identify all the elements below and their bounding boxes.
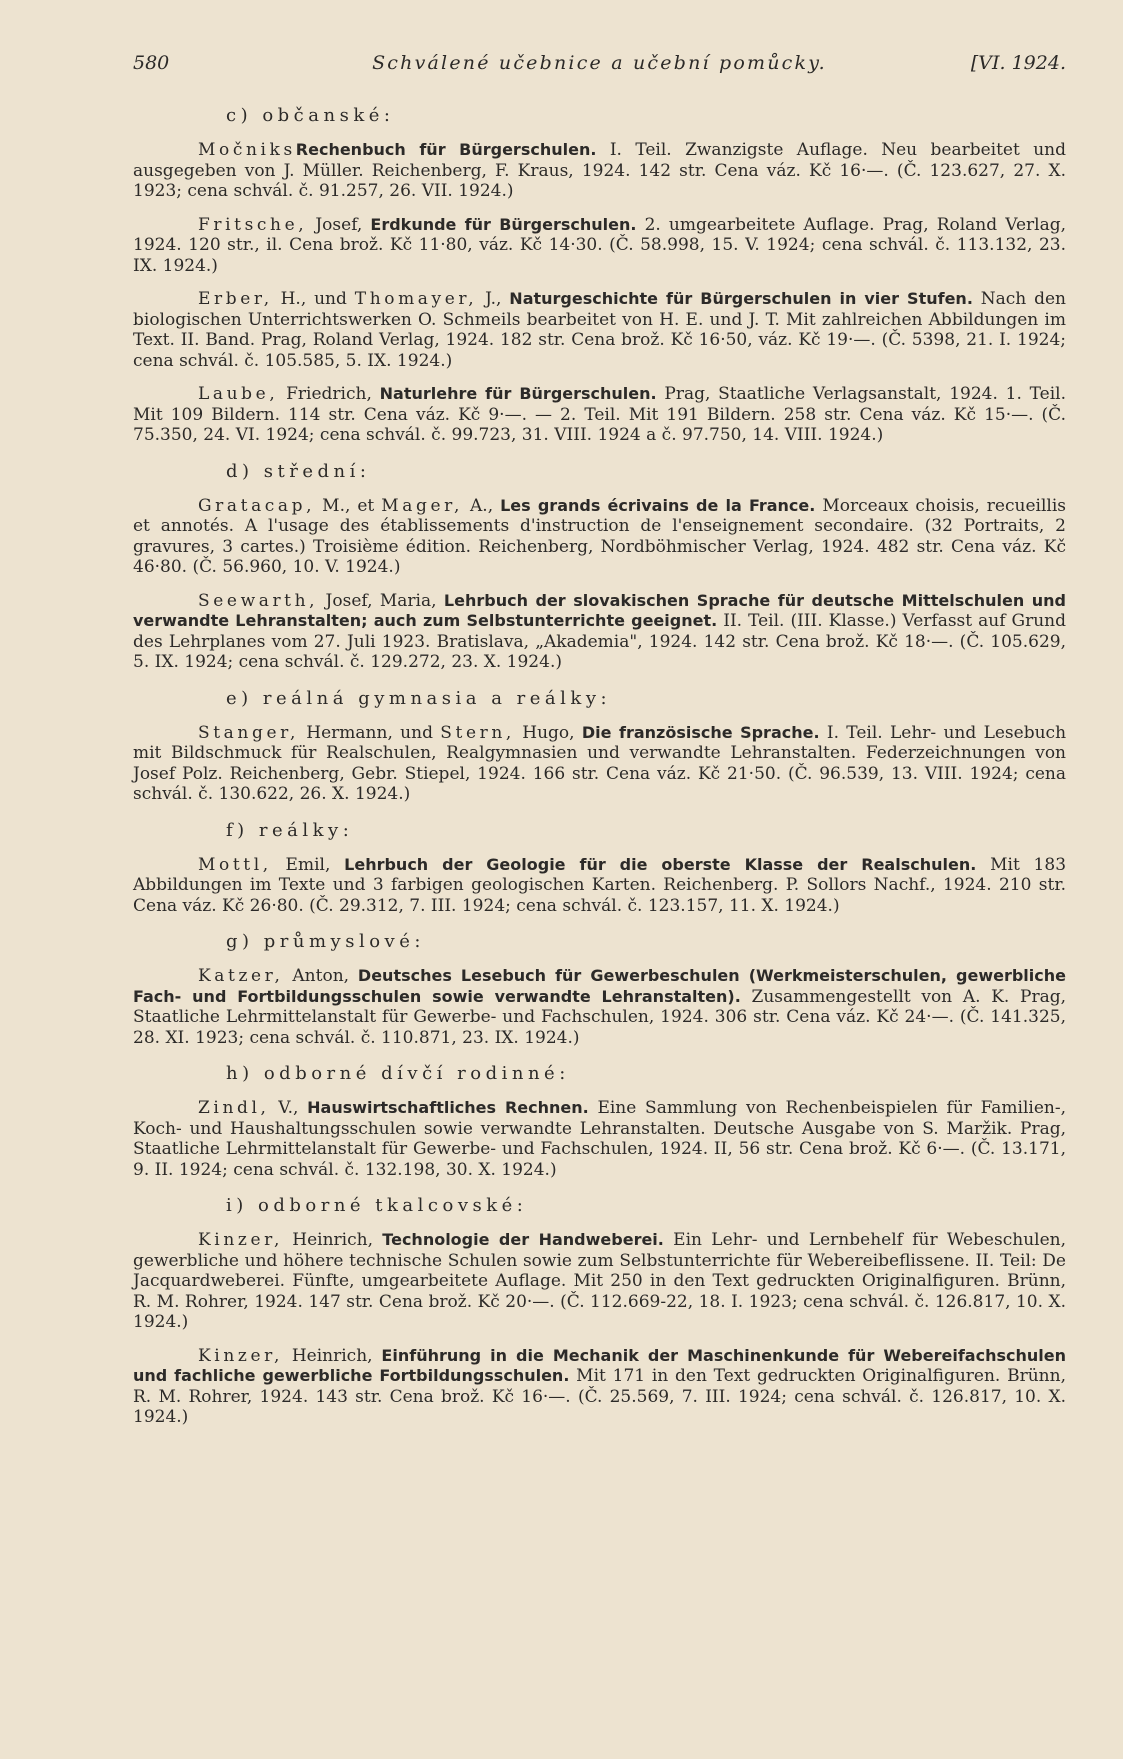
running-title: Schválené učebnice a učební pomůcky. [372, 52, 827, 74]
section [133, 1194, 1066, 1428]
entry-coauthor-detail: J., [477, 289, 510, 309]
document-body [133, 104, 1066, 1441]
section-heading: i) odborné tkalcovské: [226, 1195, 528, 1216]
book-entry [133, 384, 1066, 446]
section-heading: g) průmyslové: [226, 931, 425, 952]
section-heading: c) občanské: [226, 105, 395, 126]
entry-coauthor-detail: Hugo, [514, 722, 582, 743]
entry-author-detail: Heinrich, [282, 1345, 382, 1366]
section [133, 104, 1066, 446]
entry-details: I. Teil. Lehr- und Lesebuch mit Bildschmuck für Realschulen, Realgymnasien und verwandte Lehranstalten. Federzeichnungen von Josef Polz. Reichenberg, Gebr. Stiepel, 1924. 166 str. Cena váz. Kč 21·50. (Č. 96.539, 13. VIII. 1924; cena schvál. č. 130.622, 26. X. 1924.) [133, 722, 1067, 804]
entry-author: Kinzer, [198, 1345, 283, 1366]
page-number: 580 [133, 52, 170, 74]
section [133, 687, 1066, 805]
entry-details: Mit 171 in den Text gedruckten Originalfiguren. Brünn, R. M. Rohrer, 1924. 143 str. Cena brož. Kč 16·—. (Č. 25.569, 7. III. 1924; cena schvál. č. 126.817, 10. X. 1924.) [133, 1366, 1066, 1427]
entry-details: Zusammengestellt von A. K. Prag, Staatliche Lehrmittelanstalt für Gewerbe- und Fachschulen, 1924. 306 str. Cena váz. Kč 24·—. (Č. 141.325, 28. XI. 1923; cena schvál. č. 110.871, 23. IX. 1924.) [133, 986, 1067, 1048]
entry-author: Katzer, [198, 966, 284, 986]
book-entry [133, 140, 1066, 202]
entry-details: 2. umgearbeitete Auflage. Prag, Roland Verlag, 1924. 120 str., il. Cena brož. Kč 11·80, váz. Kč 14·30. (Č. 58.998, 15. V. 1924; cena schvál. č. 113.132, 23. IX. 1924.) [133, 214, 1067, 276]
section-heading: h) odborné dívčí rodinné: [226, 1063, 570, 1084]
entry-details: I. Teil. Zwanzigste Auflage. Neu bearbeitet und ausgegeben von J. Müller. Reichenberg, F. Kraus, 1924. 142 str. Cena váz. Kč 16·—. (Č. 123.627, 27. X. 1923; cena schvál. č. 91.257, 26. VII. 1924.) [133, 140, 1066, 201]
book-entry [133, 591, 1066, 673]
entry-title: Einführung in die Mechanik der Maschinenkunde für Webereifachschulen und fachliche gewerbliche Fortbildungsschulen. [133, 1345, 1066, 1385]
entry-title: Lehrbuch der Geologie für die oberste Klasse der Realschulen. [344, 854, 977, 874]
running-header [133, 52, 1066, 82]
entry-coauthor: Thomayer, [354, 289, 478, 309]
book-entry [133, 723, 1066, 805]
entry-title: Les grands écrivains de la France. [500, 495, 816, 515]
entry-author: Mottl, [198, 854, 272, 875]
entry-author: Zindl, [198, 1098, 270, 1118]
section-heading: e) reálná gymnasia a reálky: [226, 687, 612, 709]
entry-author-detail: Emil, [271, 854, 345, 875]
running-date: [VI. 1924. [970, 52, 1066, 74]
book-entry [133, 1346, 1066, 1428]
entry-title: Naturlehre für Bürgerschulen. [379, 384, 657, 403]
entry-author-detail: Heinrich, [282, 1230, 383, 1250]
entry-author: Stanger, [198, 722, 299, 743]
entry-author: Kinzer, [198, 1230, 283, 1250]
entry-title: Lehrbuch der slovakischen Sprache für deutsche Mittelschulen und verwandte Lehranstalten; auch zum Selbstunterrichte geeignet. [133, 590, 1067, 630]
entry-author: Fritsche, [198, 214, 308, 235]
entry-author-detail: Friedrich, [278, 384, 380, 404]
section [133, 930, 1066, 1048]
book-entry [133, 1230, 1066, 1333]
entry-author: Močniks [198, 140, 296, 160]
entry-author-detail: Josef, [307, 214, 371, 235]
entry-details: Morceaux choisis, recueillis et annotés. A l'usage des établissements d'instruction de l'enseignement secondaire. (32 Portraits, 2 gravures, 3 cartes.) Troisième édition. Reichenberg, Nordböhmischer Verlag, 1924. 482 str. Cena váz. Kč 46·80. (Č. 56.960, 10. V. 1924.) [133, 495, 1066, 577]
entry-details: Ein Lehr- und Lernbehelf für Webeschulen, gewerbliche und höhere technische Schulen sowie zum Selbstunterrichte für Webereibeflissene. II. Teil: De Jacquardweberei. Fünfte, umgearbeitete Auflage. Mit 250 in den Text gedruckten Originalfiguren. Brünn, R. M. Rohrer, 1924. 147 str. Cena brož. Kč 20·—. (Č. 112.669-22, 18. I. 1923; cena schvál. č. 126.817, 10. X. 1924.) [133, 1230, 1066, 1332]
section [133, 1062, 1066, 1180]
entry-author-detail: M., et [315, 495, 382, 516]
entry-title: Technologie der Handweberei. [382, 1230, 664, 1249]
book-entry [133, 1098, 1066, 1180]
section [133, 819, 1066, 917]
entry-title: Die französische Sprache. [581, 722, 820, 742]
section-heading: f) reálky: [226, 819, 354, 841]
entry-coauthor: Stern, [440, 722, 515, 743]
book-entry [133, 496, 1066, 578]
entry-author: Gratacap, [198, 495, 316, 516]
section [133, 460, 1066, 673]
entry-title: Deutsches Lesebuch für Gewerbeschulen (Werkmeisterschulen, gewerbliche Fach- und Fortbildungsschulen sowie verwandte Lehranstalten). [133, 966, 1066, 1006]
entry-author: Seewarth, [198, 590, 319, 611]
book-entry [133, 855, 1066, 917]
book-entry [133, 215, 1066, 277]
book-entry [133, 966, 1066, 1048]
entry-title: Hauswirtschaftliches Rechnen. [307, 1098, 589, 1117]
entry-author: Erber, [198, 289, 273, 309]
entry-author-detail: Anton, [283, 966, 358, 986]
entry-title: Erdkunde für Bürgerschulen. [370, 214, 637, 234]
book-entry [133, 289, 1066, 371]
section-heading: d) střední: [226, 460, 371, 482]
entry-title: Naturgeschichte für Bürgerschulen in vier Stufen. [509, 289, 973, 308]
entry-author-detail: V., [269, 1098, 308, 1118]
entry-details: Mit 183 Abbildungen im Texte und 3 farbigen geologischen Karten. Reichenberg. P. Sollors Nachf., 1924. 210 str. Cena váz. Kč 26·80. (Č. 29.312, 7. III. 1924; cena schvál. č. 123.157, 11. X. 1924.) [133, 854, 1067, 916]
entry-details: Nach den biologischen Unterrichtswerken O. Schmeils bearbeitet von H. E. und J. T. Mit zahlreichen Abbildungen im Text. II. Band. Prag, Roland Verlag, 1924. 182 str. Cena brož. Kč 16·50, váz. Kč 19·—. (Č. 5398, 21. I. 1924; cena schvál. č. 105.585, 5. IX. 1924.) [133, 289, 1066, 371]
entry-coauthor-detail: A., [463, 495, 501, 516]
entry-details: Prag, Staatliche Verlagsanstalt, 1924. 1. Teil. Mit 109 Bildern. 114 str. Cena váz. Kč 9·—. — 2. Teil. Mit 191 Bildern. 258 str. Cena váz. Kč 15·—. (Č. 75.350, 24. VI. 1924; cena schvál. č. 99.723, 31. VIII. 1924 a č. 97.750, 14. VIII. 1924.) [133, 384, 1067, 445]
entry-author-detail: H., und [272, 289, 355, 309]
entry-details: Eine Sammlung von Rechenbeispielen für Familien-, Koch- und Haushaltungsschulen sowie verwandte Lehranstalten. Deutsche Ausgabe von S. Maržik. Prag, Staatliche Lehrmittelanstalt für Gewerbe- und Fachschulen, 1924. II, 56 str. Cena brož. Kč 6·—. (Č. 13.171, 9. II. 1924; cena schvál. č. 132.198, 30. X. 1924.) [133, 1098, 1067, 1180]
entry-coauthor: Mager, [381, 495, 464, 516]
entry-author: Laube, [198, 384, 279, 404]
entry-title: Rechenbuch für Bürgerschulen. [295, 140, 597, 159]
entry-author-detail: Hermann, und [298, 722, 441, 743]
entry-author-detail: Josef, Maria, [318, 590, 444, 611]
entry-details: II. Teil. (III. Klasse.) Verfasst auf Grund des Lehrplanes vom 27. Juli 1923. Bratislava, „Akademia", 1924. 142 str. Cena brož. Kč 18·—. (Č. 105.629, 5. IX. 1924; cena schvál. č. 129.272, 23. X. 1924.) [133, 611, 1067, 672]
